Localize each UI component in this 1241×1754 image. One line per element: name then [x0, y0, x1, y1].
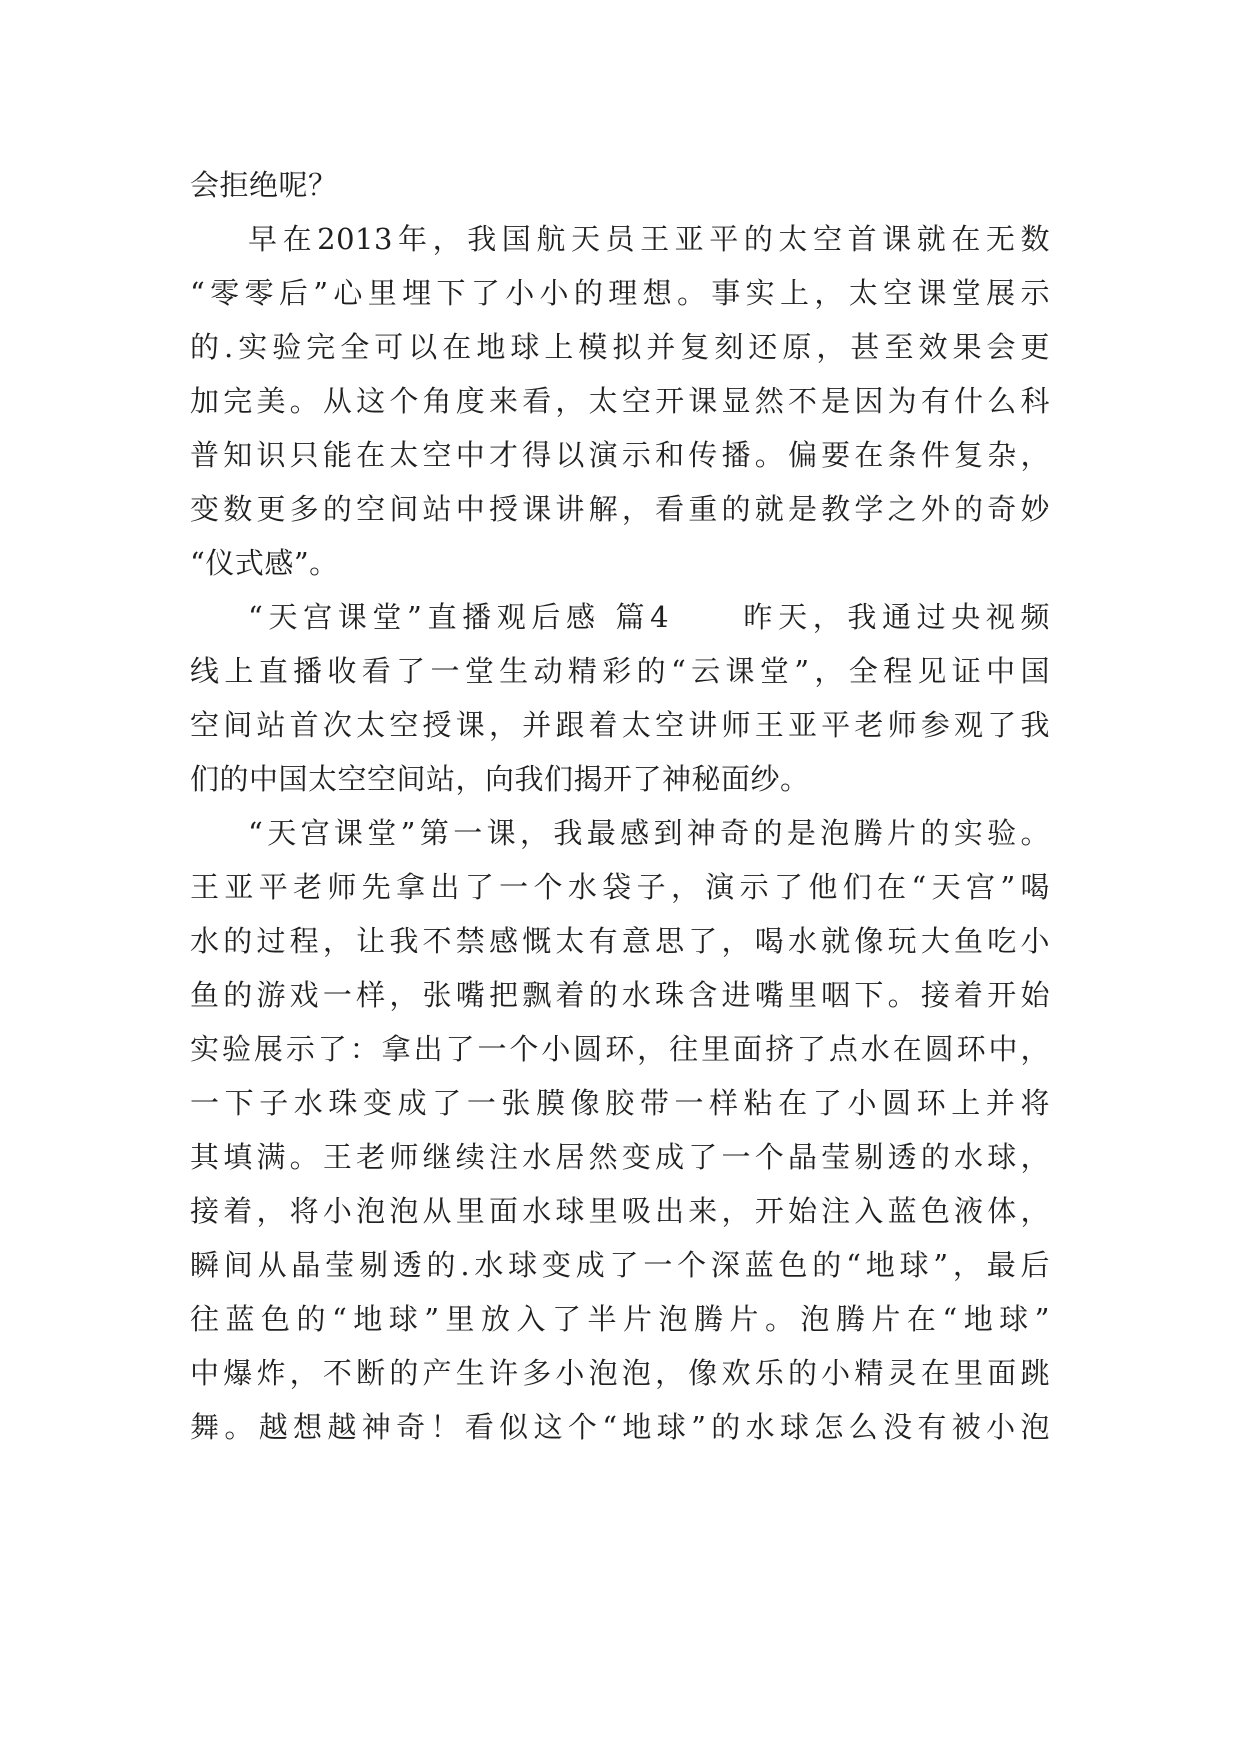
- text-line: 舞。越想越神奇！看似这个“地球”的水球怎么没有被小泡: [190, 1410, 1050, 1444]
- text-line: 会拒绝呢？: [190, 168, 338, 202]
- text-line: 水的过程，让我不禁感慨太有意思了，喝水就像玩大鱼吃小: [190, 924, 1050, 958]
- text-line: 中爆炸，不断的产生许多小泡泡，像欢乐的小精灵在里面跳: [190, 1356, 1050, 1390]
- text-line: “零零后”心里埋下了小小的理想。事实上，太空课堂展示: [190, 276, 1050, 310]
- text-line: 一下子水珠变成了一张膜像胶带一样粘在了小圆环上并将: [190, 1086, 1050, 1120]
- text-line: “天宫课堂”直播观后感 篇4 昨天，我通过央视频: [248, 600, 1050, 634]
- text-line: “天宫课堂”第一课，我最感到神奇的是泡腾片的实验。: [248, 816, 1050, 850]
- text-line: 实验展示了：拿出了一个小圆环，往里面挤了点水在圆环中，: [190, 1032, 1050, 1066]
- text-line: 早在2013年，我国航天员王亚平的太空首课就在无数: [248, 222, 1050, 256]
- body-text: [190, 158, 1050, 1454]
- text-line: “仪式感”。: [190, 546, 339, 580]
- text-line: 加完美。从这个角度来看，太空开课显然不是因为有什么科: [190, 384, 1050, 418]
- text-line: 往蓝色的“地球”里放入了半片泡腾片。泡腾片在“地球”: [190, 1302, 1050, 1336]
- text-line: 瞬间从晶莹剔透的.水球变成了一个深蓝色的“地球”，最后: [190, 1248, 1050, 1282]
- text-line: 们的中国太空空间站，向我们揭开了神秘面纱。: [190, 762, 810, 796]
- text-line: 变数更多的空间站中授课讲解，看重的就是教学之外的奇妙: [190, 492, 1050, 526]
- text-line: 空间站首次太空授课，并跟着太空讲师王亚平老师参观了我: [190, 708, 1050, 742]
- text-line: 的.实验完全可以在地球上模拟并复刻还原，甚至效果会更: [190, 330, 1050, 364]
- text-line: 线上直播收看了一堂生动精彩的“云课堂”，全程见证中国: [190, 654, 1050, 688]
- text-line: 鱼的游戏一样，张嘴把飘着的水珠含进嘴里咽下。接着开始: [190, 978, 1050, 1012]
- text-line: 王亚平老师先拿出了一个水袋子，演示了他们在“天宫”喝: [190, 870, 1050, 904]
- text-line: 其填满。王老师继续注水居然变成了一个晶莹剔透的水球，: [190, 1140, 1050, 1174]
- text-line: 普知识只能在太空中才得以演示和传播。偏要在条件复杂，: [190, 438, 1050, 472]
- text-line: 接着，将小泡泡从里面水球里吸出来，开始注入蓝色液体，: [190, 1194, 1050, 1228]
